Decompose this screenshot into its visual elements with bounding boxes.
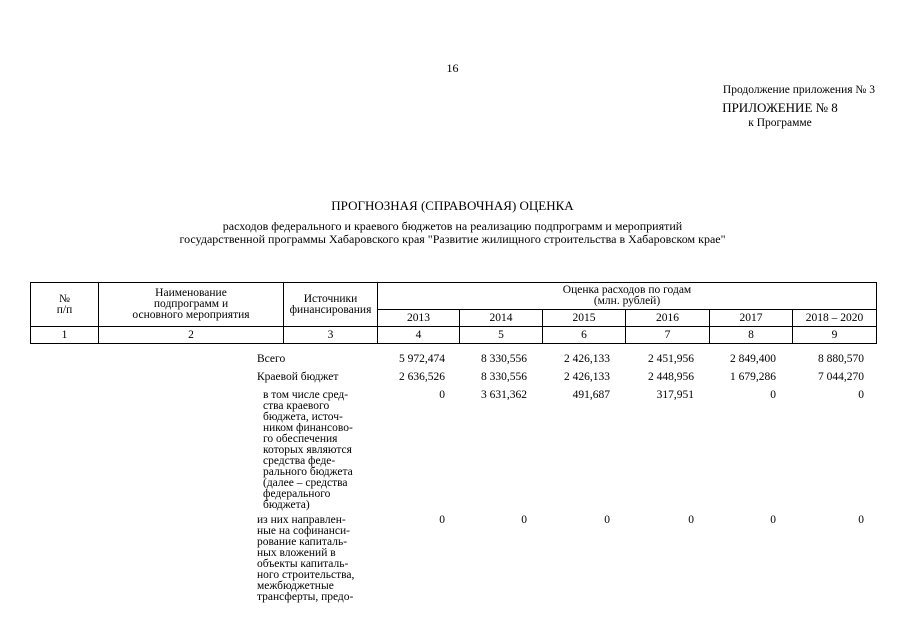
row-value-2018-2020: 8 880,570	[818, 353, 864, 365]
col-number-6: 6	[543, 327, 626, 344]
header-year-2017: 2017	[710, 310, 793, 327]
page-number: 16	[446, 61, 459, 75]
row-value-2017: 1 679,286	[730, 371, 776, 383]
col-number-8: 8	[710, 327, 793, 344]
appendix-title: ПРИЛОЖЕНИЕ № 8	[722, 100, 838, 115]
row-value-2015: 2 426,133	[564, 353, 610, 365]
row-value-2014: 0	[521, 514, 527, 526]
row-value-2015: 491,687	[572, 389, 610, 401]
row-source-label: из них направлен- ные на софинанси- рование капиталь- ных вложений в объекты капиталь- ного строительства, межбюджетные трансферты, предо-	[257, 514, 355, 603]
col-number-5: 5	[460, 327, 543, 344]
header-year-2013: 2013	[378, 310, 460, 327]
header-year-2015: 2015	[543, 310, 626, 327]
document-title: ПРОГНОЗНАЯ (СПРАВОЧНАЯ) ОЦЕНКА	[331, 198, 574, 213]
table-header	[30, 282, 877, 344]
row-source-label: Всего	[257, 353, 286, 365]
row-value-2016: 317,951	[656, 389, 694, 401]
row-value-2014: 8 330,556	[481, 371, 527, 383]
document-subtitle-line2: государственной программы Хабаровского края "Развитие жилищного строительства в Хабаровском крае"	[179, 232, 726, 246]
row-value-2013: 0	[439, 389, 445, 401]
row-value-2015: 2 426,133	[564, 371, 610, 383]
header-year-2016: 2016	[626, 310, 710, 327]
row-value-2013: 2 636,526	[399, 371, 445, 383]
col-number-1: 1	[31, 327, 99, 344]
continuation-note: Продолжение приложения № 3	[722, 84, 875, 96]
col-number-7: 7	[626, 327, 710, 344]
col-number-4: 4	[378, 327, 460, 344]
row-value-2015: 0	[604, 514, 610, 526]
header-col-number: № п/п	[31, 283, 99, 327]
row-value-2017: 0	[770, 514, 776, 526]
row-value-2016: 2 451,956	[648, 353, 694, 365]
row-value-2018-2020: 0	[858, 389, 864, 401]
header-year-2018-2020: 2018 – 2020	[793, 310, 877, 327]
row-value-2017: 0	[770, 389, 776, 401]
row-value-2017: 2 849,400	[730, 353, 776, 365]
row-value-2016: 2 448,956	[648, 371, 694, 383]
row-value-2014: 3 631,362	[481, 389, 527, 401]
to-program-note: к Программе	[748, 117, 812, 129]
row-source-label: Краевой бюджет	[257, 371, 339, 383]
row-value-2013: 5 972,474	[399, 353, 445, 365]
row-value-2014: 8 330,556	[481, 353, 527, 365]
row-value-2016: 0	[688, 514, 694, 526]
document-subtitle-line1: расходов федерального и краевого бюджетов на реализацию подпрограмм и мероприятий	[222, 219, 683, 233]
col-number-3: 3	[284, 327, 378, 344]
header-col-name: Наименование подпрограмм и основного мероприятия	[99, 283, 284, 327]
row-value-2013: 0	[439, 514, 445, 526]
row-value-2018-2020: 0	[858, 514, 864, 526]
header-year-2014: 2014	[460, 310, 543, 327]
header-col-estimate: Оценка расходов по годам (млн. рублей)	[378, 283, 877, 310]
col-number-9: 9	[793, 327, 877, 344]
header-col-source: Источники финансирования	[284, 283, 378, 327]
row-value-2018-2020: 7 044,270	[818, 371, 864, 383]
col-number-2: 2	[99, 327, 284, 344]
row-source-label: в том числе сред- ства краевого бюджета, источ- ником финансово- го обеспечения которых являются средства феде- рального бюджета (далее – средства федерального бюджета)	[263, 389, 353, 511]
